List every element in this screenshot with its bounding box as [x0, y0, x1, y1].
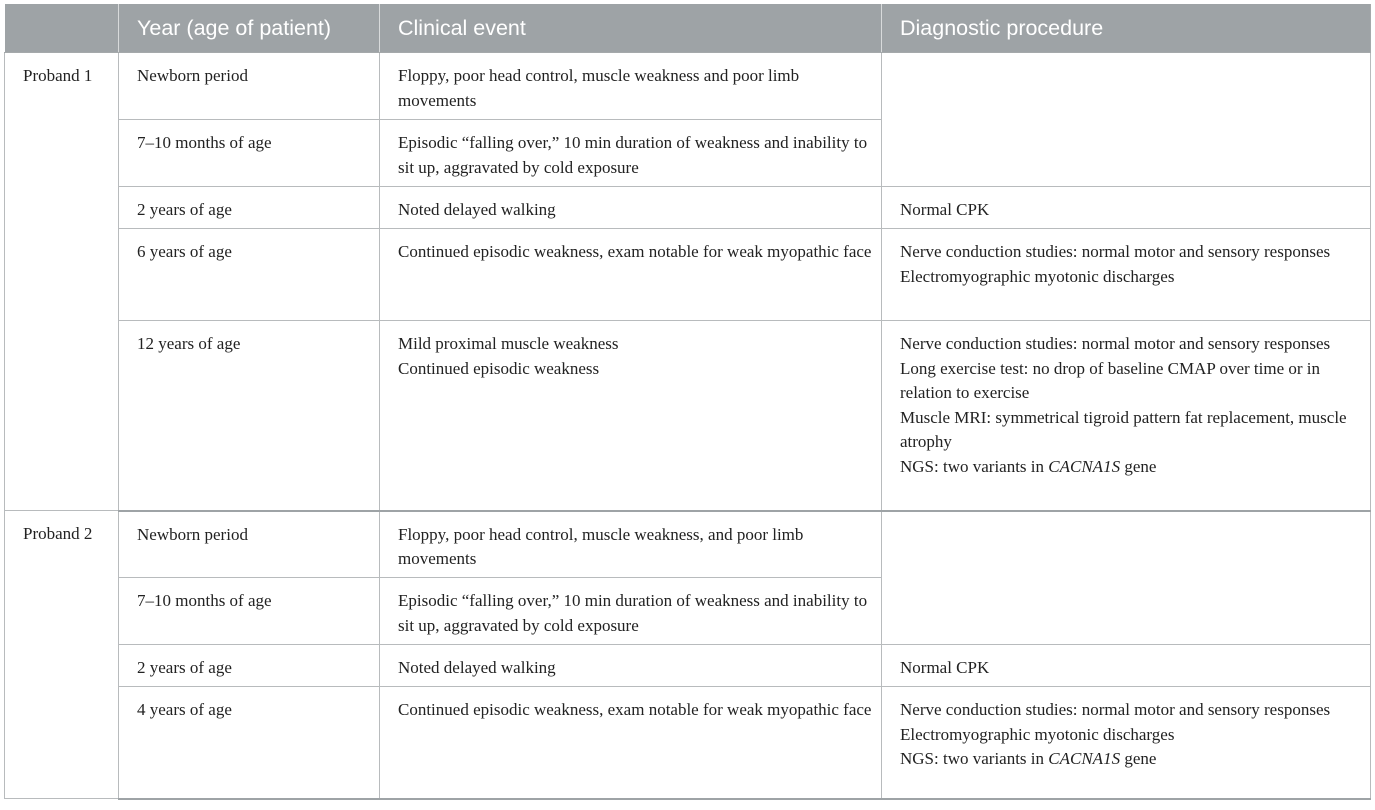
clinical-event-line: Noted delayed walking	[398, 200, 556, 219]
clinical-event-line: Noted delayed walking	[398, 658, 556, 677]
diagnostic-procedure-empty	[882, 53, 1371, 187]
year-cell: Newborn period	[119, 511, 380, 578]
gene-name: CACNA1S	[1048, 749, 1121, 768]
year-cell: Newborn period	[119, 53, 380, 120]
year-cell: 7–10 months of age	[119, 120, 380, 187]
diagnostic-line: Muscle MRI: symmetrical tigroid pattern fat replacement, muscle atrophy	[900, 407, 1347, 451]
clinical-event-cell	[380, 321, 882, 511]
header-clinical-event: Clinical event	[380, 4, 882, 53]
clinical-event-line: Episodic “falling over,” 10 min duration of weakness and inability to sit up, aggravated by cold exposure	[398, 133, 868, 177]
clinical-event-cell	[380, 687, 882, 799]
clinical-event-cell	[380, 229, 882, 321]
diagnostic-text: NGS: two variants in	[900, 456, 1049, 476]
table-row	[5, 321, 1371, 511]
clinical-event-line: Continued episodic weakness	[398, 358, 600, 378]
diagnostic-line: Normal CPK	[900, 658, 990, 677]
year-cell: 6 years of age	[119, 229, 380, 321]
diagnostic-procedure-cell	[882, 187, 1371, 229]
diagnostic-line	[900, 747, 1364, 772]
gene-name: CACNA1S	[1048, 456, 1121, 476]
year-cell: 2 years of age	[119, 645, 380, 687]
diagnostic-line: Nerve conduction studies: normal motor and sensory responses	[900, 334, 1331, 353]
diagnostic-procedure-cell	[882, 645, 1371, 687]
diagnostic-text: gene	[1120, 749, 1157, 768]
diagnostic-text: gene	[1120, 456, 1157, 476]
diagnostic-procedure-cell	[882, 229, 1371, 321]
year-cell: 12 years of age	[119, 321, 380, 511]
table-row	[5, 511, 1371, 578]
clinical-event-line: Floppy, poor head control, muscle weakness, and poor limb movements	[398, 524, 804, 568]
diagnostic-procedure-cell	[882, 321, 1371, 511]
header-year: Year (age of patient)	[119, 4, 380, 53]
header-row	[5, 4, 1371, 53]
clinical-event-line: Mild proximal muscle weakness	[398, 334, 619, 353]
proband-label: Proband 1	[5, 53, 119, 511]
table-row	[5, 687, 1371, 799]
table-row	[5, 187, 1371, 229]
clinical-event-cell	[380, 53, 882, 120]
clinical-event-cell	[380, 120, 882, 187]
clinical-event-line: Continued episodic weakness, exam notable for weak myopathic face	[398, 242, 872, 261]
clinical-event-line: Floppy, poor head control, muscle weakness and poor limb movements	[398, 66, 800, 110]
diagnostic-procedure-empty	[882, 511, 1371, 645]
proband-label: Proband 2	[5, 511, 119, 799]
year-cell: 2 years of age	[119, 187, 380, 229]
table-row	[5, 645, 1371, 687]
diagnostic-text: NGS: two variants in	[900, 749, 1049, 768]
header-blank	[5, 4, 119, 53]
clinical-event-line: Continued episodic weakness, exam notable for weak myopathic face	[398, 700, 872, 719]
diagnostic-line: Long exercise test: no drop of baseline CMAP over time or in relation to exercise	[900, 358, 1321, 402]
clinical-timeline-table	[4, 4, 1371, 800]
table-header	[5, 4, 1371, 53]
clinical-event-cell	[380, 645, 882, 687]
clinical-event-cell	[380, 578, 882, 645]
year-cell: 4 years of age	[119, 687, 380, 799]
diagnostic-line: Nerve conduction studies: normal motor and sensory responses	[900, 700, 1331, 719]
diagnostic-line: Normal CPK	[900, 200, 990, 219]
diagnostic-line: Electromyographic myotonic discharges	[900, 724, 1175, 744]
clinical-event-line: Episodic “falling over,” 10 min duration of weakness and inability to sit up, aggravated by cold exposure	[398, 591, 868, 635]
header-diagnostic-procedure: Diagnostic procedure	[882, 4, 1371, 53]
diagnostic-procedure-cell	[882, 687, 1371, 799]
table-body	[5, 53, 1371, 799]
year-cell: 7–10 months of age	[119, 578, 380, 645]
clinical-event-cell	[380, 511, 882, 578]
table-row	[5, 53, 1371, 120]
diagnostic-line: Electromyographic myotonic discharges	[900, 266, 1175, 286]
clinical-event-cell	[380, 187, 882, 229]
table-row	[5, 229, 1371, 321]
diagnostic-line: Nerve conduction studies: normal motor and sensory responses	[900, 242, 1331, 261]
diagnostic-line	[900, 455, 1364, 480]
